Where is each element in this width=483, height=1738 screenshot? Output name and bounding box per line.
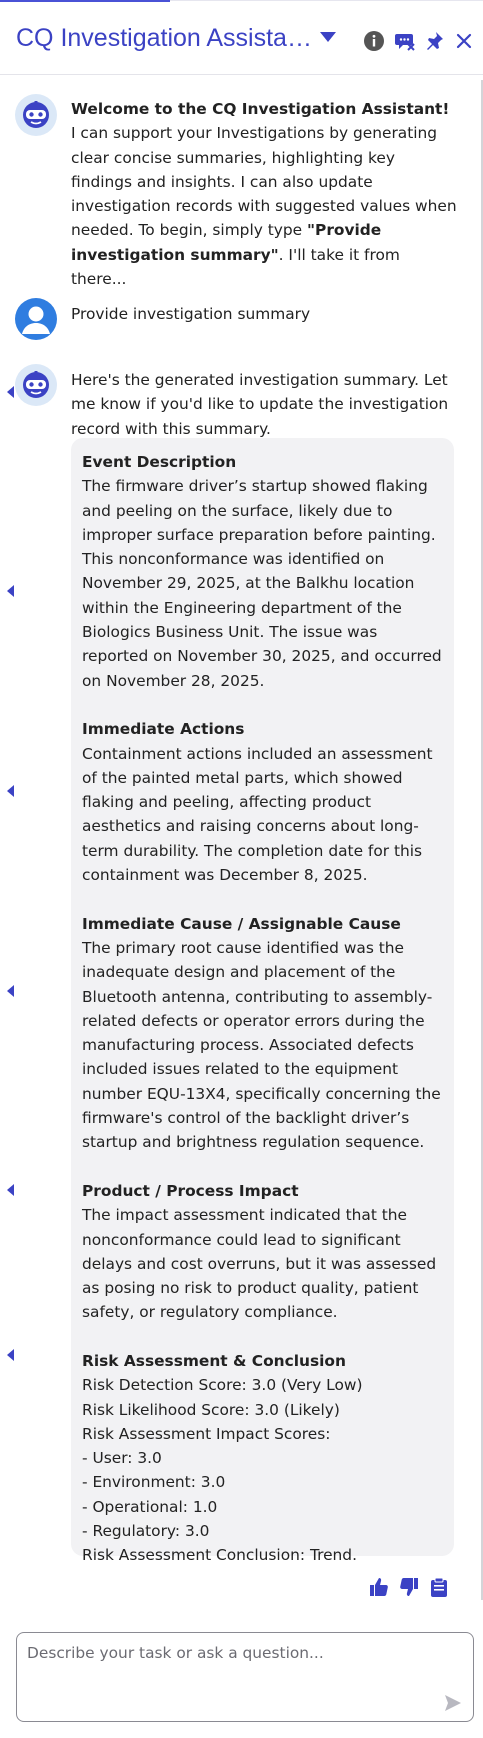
- section-heading: Event Description: [82, 453, 237, 471]
- welcome-command: "Provide investigation summary": [71, 221, 382, 264]
- risk-line: - Operational: 1.0: [82, 1497, 218, 1516]
- user-message: Provide investigation summary: [71, 305, 311, 323]
- expand-caret-icon[interactable]: [7, 985, 14, 997]
- panel-header: [0, 0, 483, 75]
- robot-icon: [19, 98, 53, 132]
- welcome-message: [71, 97, 459, 291]
- risk-line: Risk Likelihood Score: 3.0 (Likely): [82, 1400, 340, 1419]
- summary-section-cause: [82, 912, 443, 1155]
- welcome-body-before: I can support your Investigations by generating clear concise summaries, highlighting key findings and insights. I can also update investigation records with suggested values when needed. To begin, simply type: [71, 124, 457, 240]
- message-actions: [368, 1576, 460, 1598]
- section-heading: Immediate Actions: [82, 720, 245, 739]
- risk-line: Risk Assessment Impact Scores:: [82, 1424, 331, 1443]
- thumbs-up-icon[interactable]: [368, 1576, 390, 1598]
- send-icon[interactable]: [443, 1693, 463, 1713]
- section-heading: Risk Assessment & Conclusion: [82, 1351, 346, 1370]
- expand-caret-icon[interactable]: [7, 585, 14, 597]
- assistant-reply-intro: Here's the generated investigation summary. Let me know if you'd like to update the investigation record with this summary.: [71, 371, 449, 438]
- message-composer: [16, 1632, 474, 1722]
- clear-chat-icon[interactable]: [393, 29, 417, 53]
- clipboard-icon[interactable]: [428, 1576, 450, 1598]
- summary-section-risk: [82, 1349, 443, 1568]
- expand-caret-icon[interactable]: [7, 785, 14, 797]
- section-heading: Product / Process Impact: [82, 1181, 299, 1200]
- welcome-heading: Welcome to the CQ Investigation Assistant!: [71, 100, 450, 118]
- pin-icon[interactable]: [422, 29, 446, 53]
- section-heading: Immediate Cause / Assignable Cause: [82, 914, 401, 933]
- summary-section-impact: [82, 1179, 443, 1325]
- summary-section-actions: [82, 717, 443, 887]
- section-text: The primary root cause identified was the inadequate design and placement of the Bluetooth antenna, contributing to assembly-related defects or operator errors during the manufacturing process. Associated defects included issues related to the equipment number EQU-13X4, specifically concerning the firmware's control of the backlight driver’s startup and brightness regulation sequence.: [82, 938, 441, 1152]
- investigation-summary-card: [71, 438, 454, 1565]
- robot-icon: [19, 368, 53, 402]
- chat-input[interactable]: [27, 1641, 457, 1691]
- section-text: Containment actions included an assessment of the painted metal parts, which showed flaking and peeling, affecting product aesthetics and raising concerns about long-term durability. The completion date for this containment was December 8, 2025.: [82, 744, 433, 885]
- close-icon[interactable]: [452, 29, 476, 53]
- risk-line: - User: 3.0: [82, 1449, 162, 1468]
- expand-caret-icon[interactable]: [7, 1349, 14, 1361]
- title-dropdown-caret-icon[interactable]: [320, 32, 336, 42]
- thumbs-down-icon[interactable]: [398, 1576, 420, 1598]
- user-avatar: [15, 298, 57, 340]
- risk-line: - Environment: 3.0: [82, 1473, 226, 1492]
- expand-caret-icon[interactable]: [7, 1184, 14, 1196]
- panel-title: CQ Investigation Assista…: [16, 24, 312, 52]
- risk-line: - Regulatory: 3.0: [82, 1522, 210, 1541]
- risk-line: Risk Assessment Conclusion: Trend.: [82, 1546, 357, 1565]
- risk-line: Risk Detection Score: 3.0 (Very Low): [82, 1376, 363, 1395]
- assistant-avatar: [15, 94, 57, 136]
- user-icon: [15, 298, 57, 340]
- summary-section-event: [82, 450, 443, 693]
- expand-caret-icon[interactable]: [7, 386, 14, 398]
- section-text: The firmware driver’s startup showed flaking and peeling on the surface, likely due to improper surface preparation before painting. This nonconformance was identified on November 29, 2025, at the Balkhu location within the Engineering department of the Biologics Business Unit. The issue was reported on November 30, 2025, and occurred on November 28, 2025.: [82, 477, 442, 690]
- info-icon[interactable]: [362, 29, 386, 53]
- welcome-body-after: . I'll take it from there...: [71, 245, 400, 289]
- section-text: The impact assessment indicated that the nonconformance could lead to significant delays and cost overruns, but it was assessed as posing no risk to product quality, patient safety, or regulatory compliance.: [82, 1206, 437, 1322]
- assistant-avatar: [15, 364, 57, 406]
